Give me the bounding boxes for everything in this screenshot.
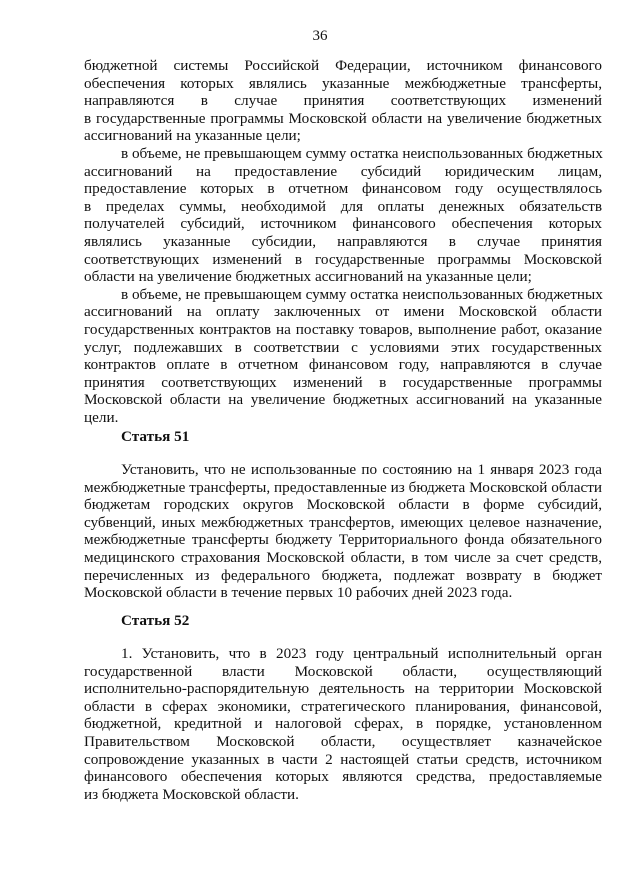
text-line: перечисленных из федерального бюджета, подлежат возврату в бюджет (84, 566, 602, 584)
text-line: бюджетной системы Российской Федерации, источником финансового (84, 57, 602, 74)
text-line: получателей субсидий, источником финансового обеспечения которых (84, 215, 602, 233)
article-52-body (84, 645, 602, 803)
text-line: услуг, подлежавших в соответствии с условиями этих государственных (84, 338, 602, 356)
text-line: ассигнований на оплату заключенных от имени Московской области (84, 303, 602, 321)
text-line: государственных контрактов на поставку товаров, выполнение работ, оказание (84, 320, 602, 338)
article-52-lines (84, 645, 602, 803)
text-line: межбюджетные трансферты бюджету Территориального фонда обязательного (84, 531, 602, 549)
text-line: цели. (84, 408, 119, 426)
text-line: Установить, что не использованные по состоянию на 1 января 2023 года (121, 461, 602, 478)
text-line: являлись указанные субсидии, направляются в случае принятия (84, 232, 602, 250)
text-line: предоставление которых в отчетном финансовом году осуществлялось (84, 180, 602, 198)
text-line: в объеме, не превышающем сумму остатка неиспользованных бюджетных (121, 144, 603, 162)
text-line: обеспечения которых являлись указанные межбюджетные трансферты, (84, 74, 602, 92)
text-line: области на увеличение бюджетных ассигнований на указанные цели; (84, 268, 532, 286)
text-line: исполнительно-распорядительную деятельность на территории Московской (84, 680, 602, 698)
text-line: межбюджетные трансферты, предоставленные из бюджета Московской области (84, 478, 602, 496)
text-line: соответствующих изменений в государственные программы Московской (84, 250, 602, 268)
text-line: государственной власти Московской области, осуществляющий (84, 662, 602, 680)
text-line: в пределах суммы, необходимой для оплаты денежных обязательств (84, 197, 602, 215)
article-51-body (84, 461, 602, 602)
text-line: Московской области в течение первых 10 рабочих дней 2023 года. (84, 584, 513, 602)
article-52-heading: Статья 52 (121, 612, 190, 629)
text-line: Московской области на увеличение бюджетных ассигнований на указанные (84, 391, 602, 409)
article-51-heading: Статья 51 (121, 428, 190, 445)
text-line: бюджетной, кредитной и налоговой сферах, в порядке, установленном (84, 715, 602, 733)
text-line: субвенций, иных межбюджетных трансфертов, имеющих целевое назначение, (84, 513, 602, 531)
text-line: в объеме, не превышающем сумму остатка неиспользованных бюджетных (121, 285, 603, 303)
text-line: бюджетам городских округов Московской области в форме субсидий, (84, 496, 602, 514)
text-line: принятия соответствующих изменений в государственные программы (84, 373, 602, 391)
text-line: 1. Установить, что в 2023 году центральный исполнительный орган (121, 645, 602, 662)
text-line: Правительством Московской области, осуществляет казначейское (84, 732, 602, 750)
text-line: направляются в случае принятия соответствующих изменений (84, 92, 602, 110)
text-line: области в сферах экономики, стратегического планирования, финансовой, (84, 697, 602, 715)
text-line: ассигнований на предоставление субсидий юридическим лицам, (84, 162, 602, 180)
page-number: 36 (312, 28, 328, 44)
text-line: медицинского страхования Московской области, в том числе за счет средств, (84, 548, 602, 566)
article-51-lines (84, 461, 602, 602)
block1-lines (84, 57, 602, 426)
text-line: из бюджета Московской области. (84, 785, 299, 803)
paragraph-block (84, 57, 602, 426)
text-line: контрактов оплате в отчетном финансовом году, направляются в случае (84, 356, 602, 374)
text-line: в государственные программы Московской области на увеличение бюджетных (84, 109, 602, 127)
text-line: сопровождение указанных в части 2 настоящей статьи средств, источником (84, 750, 602, 768)
text-line: финансового обеспечения которых являются средства, предоставляемые (84, 768, 602, 786)
text-line: ассигнований на указанные цели; (84, 127, 301, 145)
